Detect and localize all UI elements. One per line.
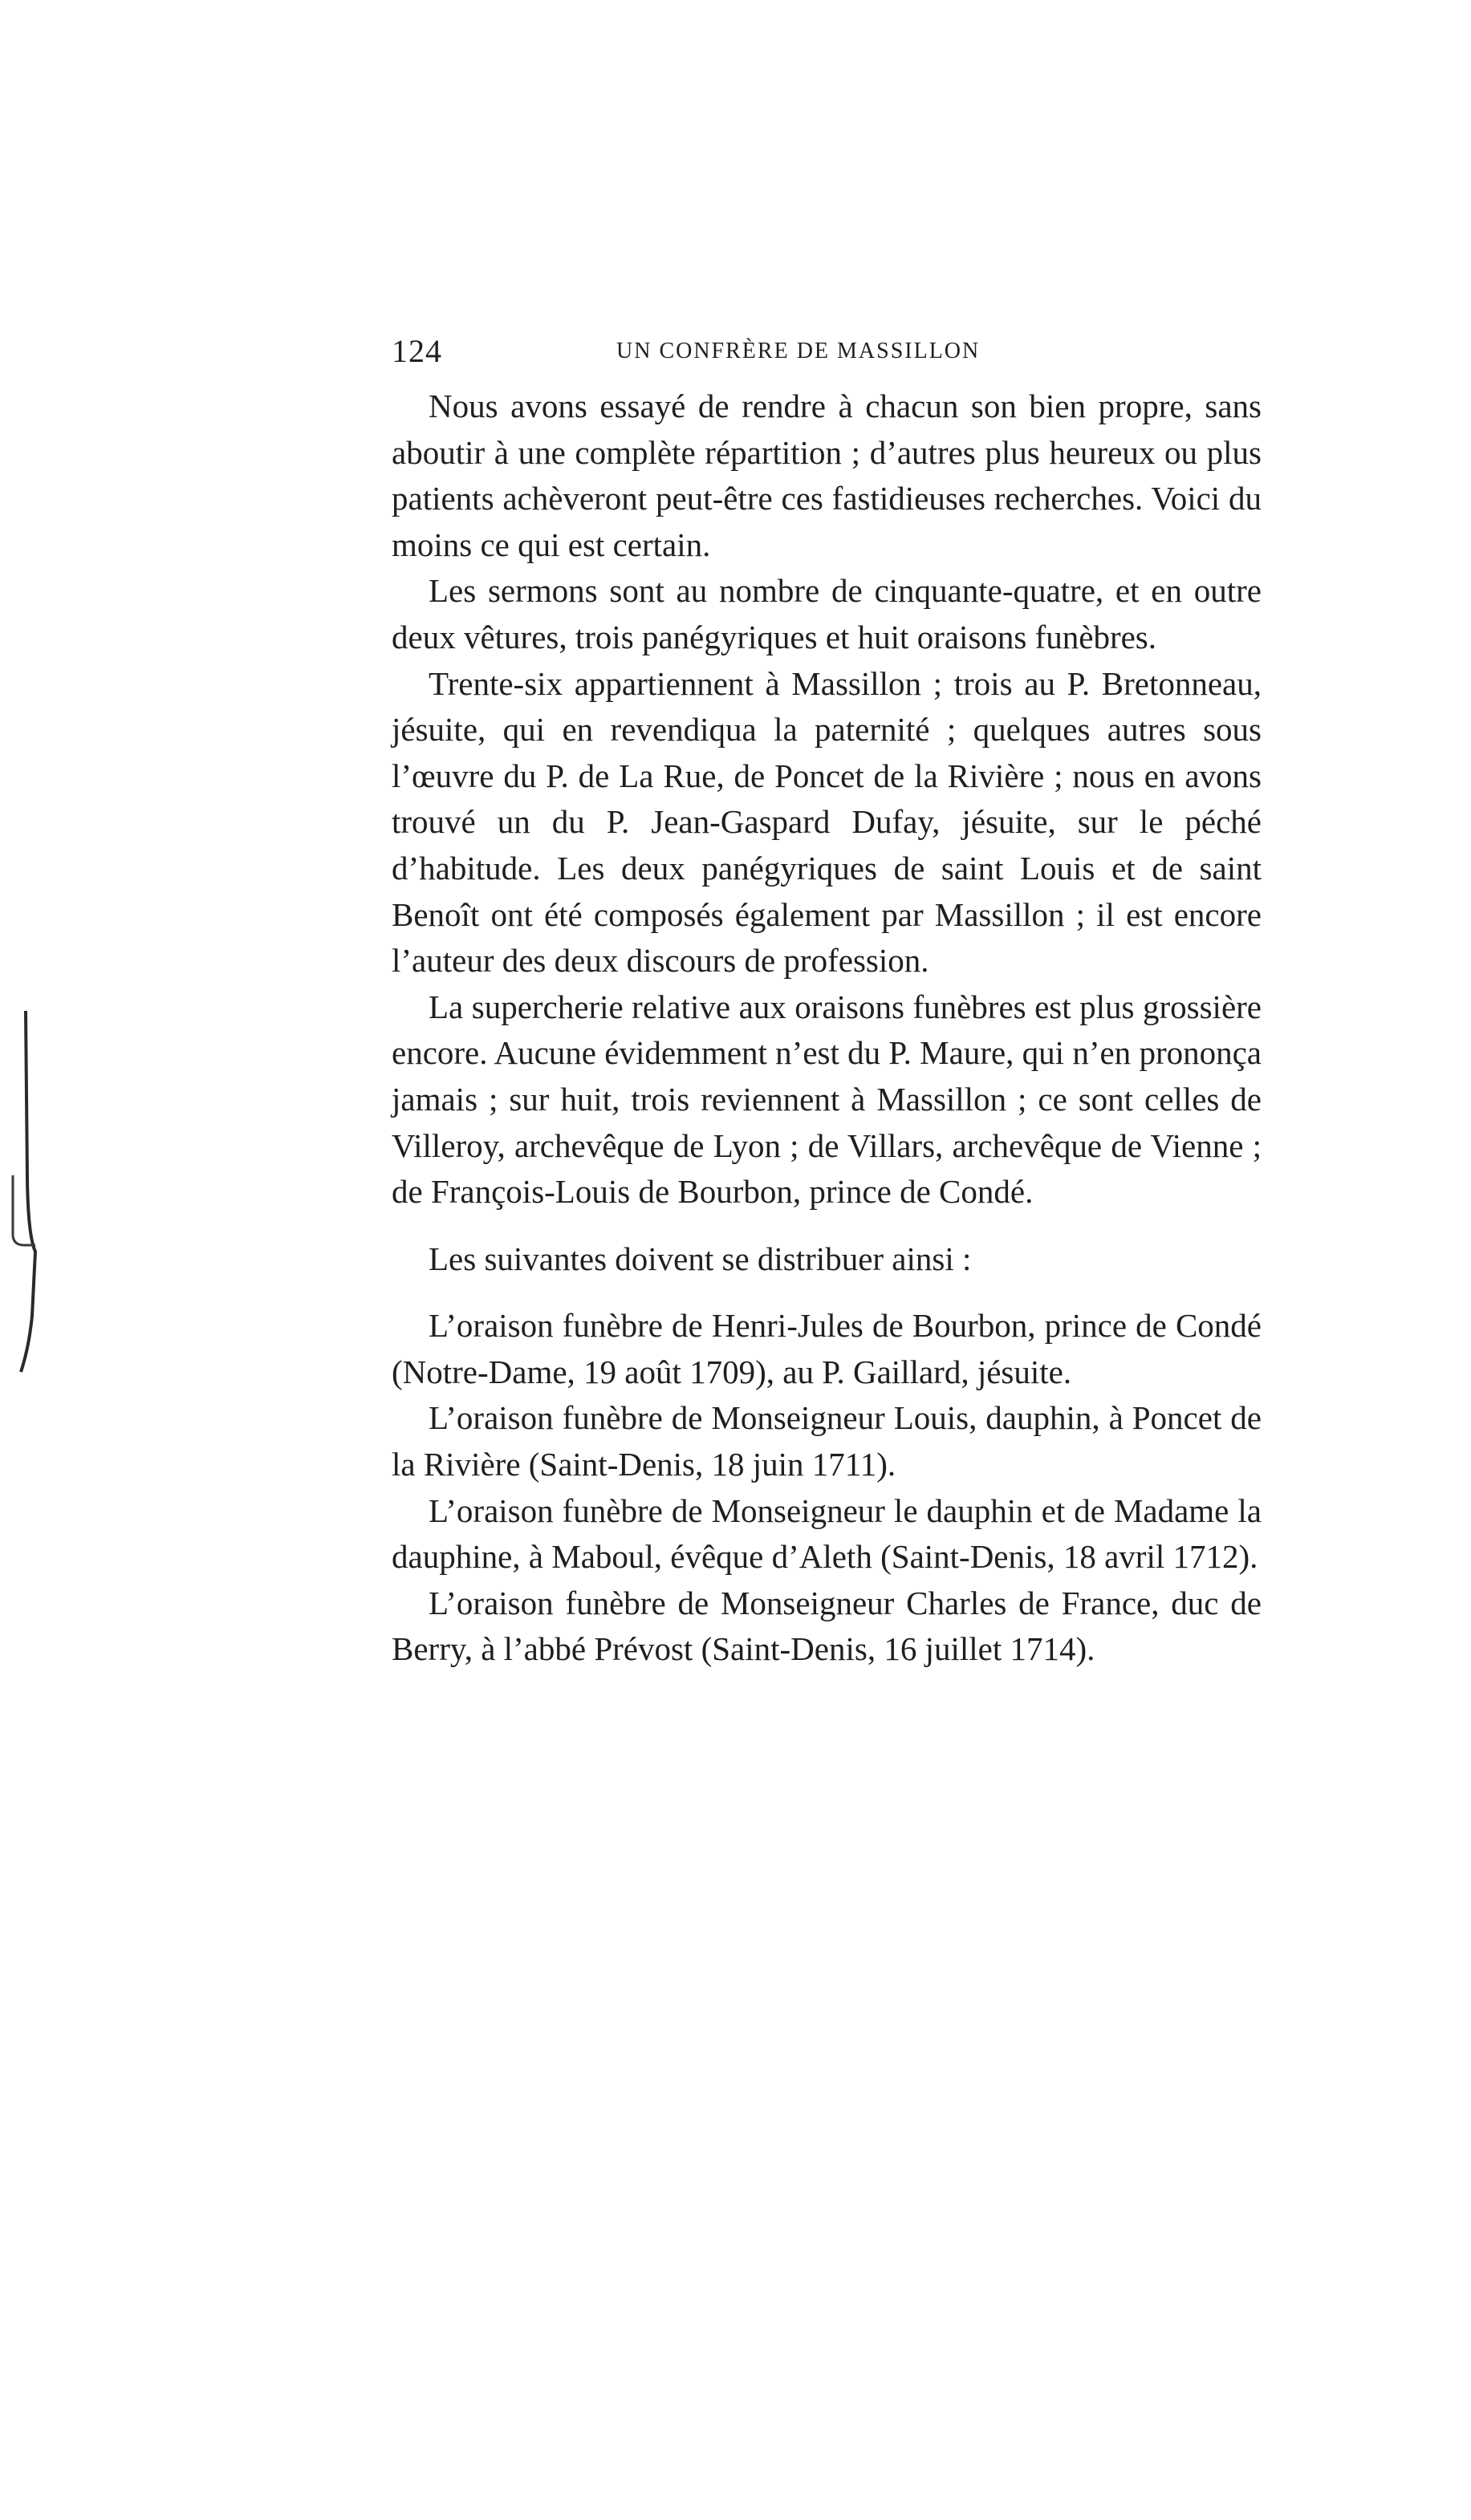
margin-bracket-mark — [0, 995, 56, 1380]
paragraph-1: Nous avons essayé de rendre à chacun son bien propre, sans aboutir à une complète répartition ; d’autres plus heureux ou plus patients achèveront peut-être ces fastidieuses recherches. Voici du moins ce qui est certain. — [392, 388, 1262, 563]
page-header — [392, 327, 1262, 375]
body-text — [392, 383, 1262, 1673]
paragraph-8: L’oraison funèbre de Monseigneur le dauphin et de Madame la dauphine, à Maboul, évêque d’Aleth (Saint-Denis, 18 avril 1712). — [392, 1491, 1262, 1576]
paragraph-7: L’oraison funèbre de Monseigneur Louis, dauphin, à Poncet de la Rivière (Saint-Denis, 18 juin 1711). — [392, 1399, 1262, 1483]
paragraph-5: Les suivantes doivent se distribuer ainsi : — [429, 1240, 972, 1277]
paragraph-2: Les sermons sont au nombre de cinquante-quatre, et en outre deux vêtures, trois panégyriques et huit oraisons funèbres. — [392, 572, 1262, 655]
page-number: 124 — [392, 333, 442, 369]
paragraph-4: La supercherie relative aux oraisons funèbres est plus grossière encore. Aucune évidemment n’est du P. Maure, qui n’en prononça jamais ; sur huit, trois reviennent à Massillon ; ce sont celles de Villeroy, archevêque de Lyon ; de Villars, archevêque de Vienne ; de François-Louis de Bourbon, prince de Condé. — [392, 988, 1262, 1211]
paragraph-6: L’oraison funèbre de Henri-Jules de Bourbon, prince de Condé (Notre-Dame, 19 août 1709), au P. Gaillard, jésuite. — [392, 1307, 1262, 1390]
running-title: UN CONFRÈRE DE MASSILLON — [616, 339, 981, 363]
paragraph-9: L’oraison funèbre de Monseigneur Charles de France, duc de Berry, à l’abbé Prévost (Saint-Denis, 16 juillet 1714). — [392, 1584, 1262, 1668]
paragraph-3: Trente-six appartiennent à Massillon ; trois au P. Bretonneau, jésuite, qui en revendiqua la paternité ; quelques autres sous l’œuvre du P. de La Rue, de Poncet de la Rivière ; nous en avons trouvé un du P. Jean-Gaspard Dufay, jésuite, sur le péché d’habitude. Les deux panégyriques de saint Louis et de saint Benoît ont été composés également par Massillon ; il est encore l’auteur des deux discours de profession. — [392, 664, 1262, 980]
